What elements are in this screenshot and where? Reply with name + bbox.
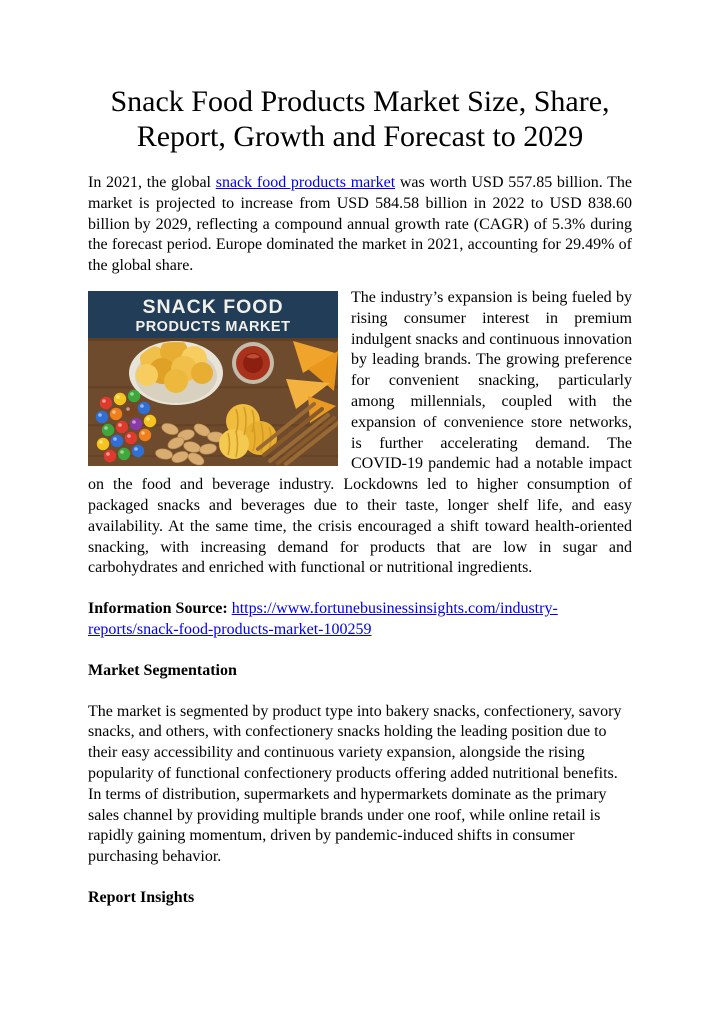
- snack-food-products-market-link[interactable]: snack food products market: [215, 174, 396, 191]
- information-source-link[interactable]: https://www.fortunebusinessinsights.com/industry-reports/snack-food-products-market-100259: [88, 600, 558, 638]
- information-source-line: [88, 599, 632, 641]
- report-insights-heading: Report Insights: [88, 888, 195, 906]
- page-title-line1: Snack Food Products Market Size, Share,: [110, 85, 610, 118]
- intro-paragraph: [88, 173, 632, 277]
- information-source-label: Information Source:: [88, 600, 232, 618]
- image-banner: [88, 291, 338, 338]
- page-title: [88, 84, 632, 154]
- market-segmentation-heading: Market Segmentation: [88, 661, 237, 679]
- snack-food-market-image: [88, 291, 338, 466]
- intro-text-after-link: was worth USD 557.85 billion. The market is projected to increase from USD 584.58 billion in 2022 to USD 838.60 billion by 2029, reflecting a compound annual growth rate (CAGR) of 5.3% during the forecast period. Europe dominated the market in 2021, accounting for 29.49% of the global share.: [88, 174, 632, 275]
- ketchup-dip-illustration: [232, 342, 274, 384]
- image-banner-line2: PRODUCTS MARKET: [135, 318, 291, 335]
- page-title-line2: Report, Growth and Forecast to 2029: [136, 120, 584, 153]
- segmentation-paragraph: The market is segmented by product type into bakery snacks, confectionery, savory snacks, and others, with confectionery snacks holding the leading position due to their easy accessibility and continuous variety expansion, alongside the rising popularity of functional confectionery products offering added nutritional benefits. In terms of distribution, supermarkets and hypermarkets dominate as the primary sales channel by providing multiple brands under one roof, while online retail is rapidly gaining momentum, driven by pandemic-induced shifts in consumer purchasing behavior.: [88, 702, 622, 866]
- expansion-section: [88, 288, 632, 579]
- image-banner-line1: SNACK FOOD: [142, 295, 284, 318]
- expansion-paragraph-text: The industry’s expansion is being fueled by rising consumer interest in premium indulgent snacks and continuous innovation by leading brands. The growing preference for convenient snacking, particularly among millennials, coupled with the expansion of convenience store networks, is further accelerating demand. The COVID-19 pandemic had a notable impact on the food and beverage industry. Lockdowns led to higher consumption of packaged snacks and beverages due to their taste, longer shelf life, and easy availability. At the same time, the crisis encouraged a shift toward health-oriented snacking, with increasing demand for products that are low in sugar and carbohydrates and enriched with functional or nutritional ingredients.: [88, 288, 632, 577]
- intro-text-before-link: In 2021, the global: [88, 174, 216, 191]
